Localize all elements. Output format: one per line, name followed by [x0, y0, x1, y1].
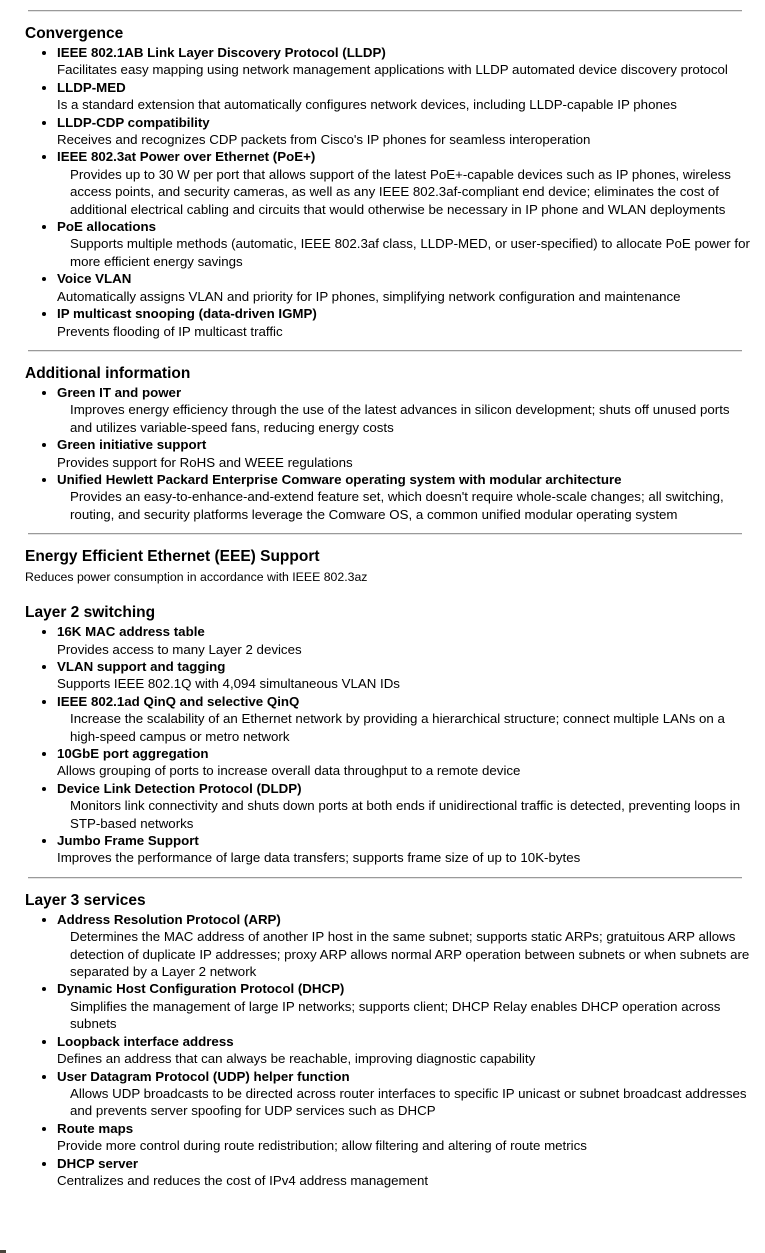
section-divider-rule — [28, 10, 742, 12]
feature-list — [25, 623, 751, 867]
feature-description: Determines the MAC address of another IP host in the same subnet; supports static ARPs; gratuitous ARP allows detection of duplicate IP addresses; proxy ARP allows normal ARP operation between subnets or when subnets are separated by a Layer 2 network — [70, 929, 750, 980]
feature-list — [25, 44, 751, 340]
feature-title: Voice VLAN — [57, 271, 132, 287]
feature-item — [57, 745, 751, 780]
feature-title: Device Link Detection Protocol (DLDP) — [57, 780, 302, 796]
feature-item — [57, 148, 751, 218]
feature-item — [57, 79, 751, 114]
feature-description: Improves energy efficiency through the use of the latest advances in silicon development; shuts off unused ports and utilizes variable-speed fans, reducing energy costs — [70, 402, 730, 435]
feature-item — [57, 1155, 751, 1190]
feature-title: Address Resolution Protocol (ARP) — [57, 911, 281, 927]
feature-title: Route maps — [57, 1120, 134, 1136]
feature-description: Provides support for RoHS and WEEE regulations — [57, 454, 353, 470]
section-divider-rule — [28, 350, 742, 352]
feature-description: Receives and recognizes CDP packets from Cisco's IP phones for seamless interoperation — [57, 132, 591, 148]
feature-title: Dynamic Host Configuration Protocol (DHCP) — [57, 981, 345, 997]
feature-title: Unified Hewlett Packard Enterprise Comware operating system with modular architecture — [57, 471, 622, 487]
section-divider-rule — [28, 877, 742, 879]
feature-description: Simplifies the management of large IP networks; supports client; DHCP Relay enables DHCP operation across subnets — [70, 998, 721, 1032]
feature-item — [57, 270, 751, 305]
section — [25, 547, 751, 585]
feature-list — [25, 384, 751, 523]
feature-description: Automatically assigns VLAN and priority for IP phones, simplifying network configuration and maintenance — [57, 288, 681, 304]
feature-title: Jumbo Frame Support — [57, 833, 199, 849]
feature-description: Provide more control during route redistribution; allow filtering and altering of route metrics — [57, 1138, 587, 1154]
section — [25, 24, 751, 340]
feature-item — [57, 114, 751, 149]
feature-title: IP multicast snooping (data-driven IGMP) — [57, 306, 317, 322]
feature-item — [57, 305, 751, 340]
feature-item — [57, 44, 751, 79]
feature-title: 10GbE port aggregation — [57, 746, 209, 761]
feature-description: Monitors link connectivity and shuts down ports at both ends if unidirectional traffic is detected, preventing loops in STP-based networks — [70, 798, 741, 831]
feature-item — [57, 780, 751, 832]
feature-title: Green IT and power — [57, 384, 182, 400]
section-heading: Layer 3 services — [25, 891, 146, 909]
feature-item — [57, 832, 751, 867]
feature-description: Is a standard extension that automatically configures network devices, including LLDP-capable IP phones — [57, 97, 677, 113]
feature-title: Green initiative support — [57, 437, 207, 453]
section-heading: Layer 2 switching — [25, 604, 156, 622]
feature-description: Allows UDP broadcasts to be directed across router interfaces to specific IP unicast or subnet broadcast addresses and prevents server spoofing for UDP services such as DHCP — [70, 1085, 747, 1119]
feature-title: IEEE 802.3at Power over Ethernet (PoE+) — [57, 149, 316, 165]
feature-list — [25, 911, 751, 1190]
feature-item — [57, 436, 751, 471]
feature-item — [57, 1068, 751, 1120]
feature-description: Prevents flooding of IP multicast traffic — [57, 323, 283, 339]
feature-description: Provides up to 30 W per port that allows support of the latest PoE+-capable devices such as IP phones, wireless access points, and security cameras, as well as any IEEE 802.3af-compliant end device; eliminates the cost of additional electrical cabling and circuits that would otherwise be necessary in IP phone and WLAN deployments — [70, 166, 731, 217]
feature-item — [57, 218, 751, 270]
feature-sections — [25, 10, 751, 1189]
section-heading: Additional information — [25, 364, 191, 382]
feature-item — [57, 1120, 751, 1155]
feature-item — [57, 384, 751, 436]
feature-description: Supports IEEE 802.1Q with 4,094 simultaneous VLAN IDs — [57, 676, 400, 692]
feature-item — [57, 623, 751, 658]
feature-title: VLAN support and tagging — [57, 658, 226, 674]
feature-description: Supports multiple methods (automatic, IEEE 802.3af class, LLDP-MED, or user-specified) to allocate PoE power for more efficient energy savings — [70, 236, 750, 269]
section — [25, 364, 751, 523]
feature-title: Loopback interface address — [57, 1033, 234, 1049]
feature-title: PoE allocations — [57, 219, 157, 235]
section-heading: Energy Efficient Ethernet (EEE) Support — [25, 548, 320, 566]
feature-description: Defines an address that can always be reachable, improving diagnostic capability — [57, 1051, 536, 1067]
feature-item — [57, 911, 751, 981]
feature-item — [57, 471, 751, 523]
feature-title: User Datagram Protocol (UDP) helper function — [57, 1068, 350, 1084]
section-heading: Convergence — [25, 25, 124, 42]
feature-description: Facilitates easy mapping using network management applications with LLDP automated device discovery protocol — [57, 62, 728, 78]
section-divider-rule — [28, 533, 742, 535]
feature-description: Improves the performance of large data transfers; supports frame size of up to 10K-bytes — [57, 850, 581, 866]
feature-title: 16K MAC address table — [57, 624, 205, 640]
feature-description: Allows grouping of ports to increase overall data throughput to a remote device — [57, 763, 521, 779]
section — [25, 603, 751, 867]
feature-title: IEEE 802.1AB Link Layer Discovery Protocol (LLDP) — [57, 45, 386, 60]
feature-description: Provides an easy-to-enhance-and-extend feature set, which doesn't require whole-scale changes; all switching, routing, and security platforms leverage the Comware OS, a common unified modular operating system — [70, 489, 724, 522]
feature-description: Increase the scalability of an Ethernet network by providing a hierarchical structure; connect multiple LANs on a high-speed campus or metro network — [70, 711, 725, 744]
feature-item — [57, 658, 751, 693]
section — [25, 891, 751, 1190]
feature-title: DHCP server — [57, 1155, 139, 1171]
feature-item — [57, 1033, 751, 1068]
feature-title: LLDP-MED — [57, 79, 126, 95]
feature-item — [57, 693, 751, 745]
feature-title: LLDP-CDP compatibility — [57, 114, 210, 130]
feature-item — [57, 980, 751, 1032]
feature-description: Centralizes and reduces the cost of IPv4 address management — [57, 1172, 429, 1188]
feature-title: IEEE 802.1ad QinQ and selective QinQ — [57, 693, 300, 709]
section-intro: Reduces power consumption in accordance with IEEE 802.3az — [25, 570, 368, 585]
feature-description: Provides access to many Layer 2 devices — [57, 641, 302, 657]
